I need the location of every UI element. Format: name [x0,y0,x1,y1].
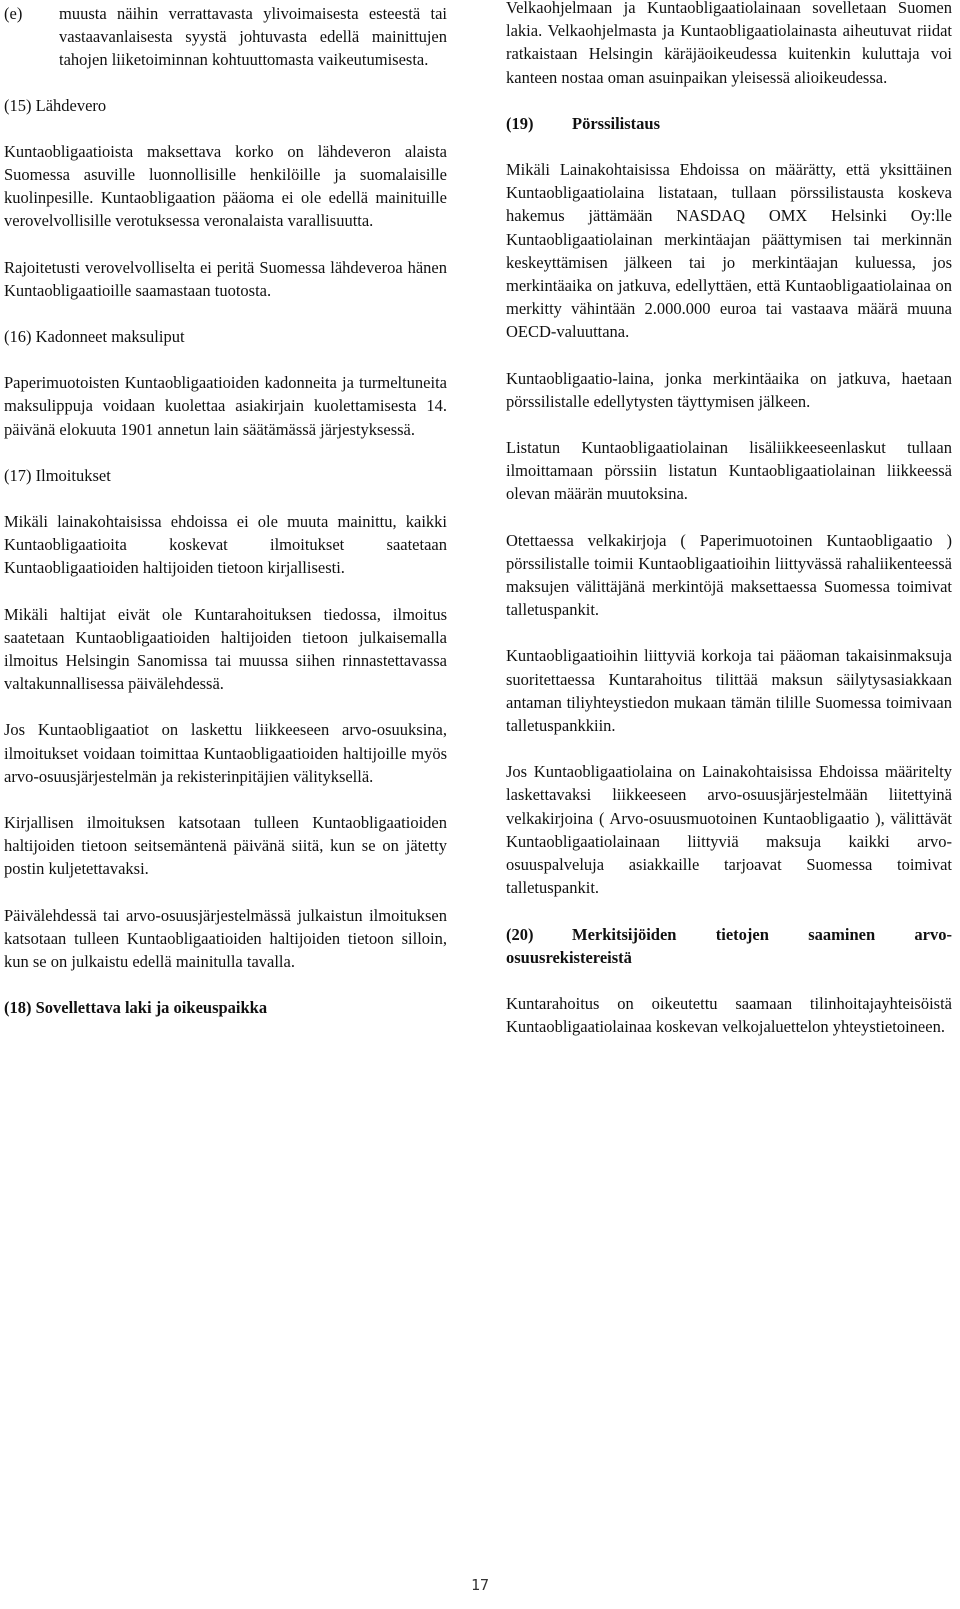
paragraph: Paperimuotoisten Kuntaobligaatioiden kadonneita ja turmeltuneita maksulippuja voidaan kuolettaa asiakirjain kuolettamisesta 14. päivänä elokuuta 1901 annetun lain säätämässä järjestyksessä. [4,373,447,439]
section-number: (20) [506,924,534,944]
section-heading-18: (18) Sovellettava laki ja oikeuspaikka [4,998,268,1018]
paragraph: Velkaohjelmaan ja Kuntaobligaatiolainaan sovelletaan Suomen lakia. Velkaohjelmasta ja Kuntaobligaatiolainasta aiheutuvat riidat ratkaistaan Helsingin käräjäoikeudessa kuitenkin kuluttaja voi kanteen nostaa oman asuinpaikan yleisessä alioikeudessa. [506,0,952,87]
paragraph: Rajoitetusti verovelvolliselta ei peritä Suomessa lähdeveroa hänen Kuntaobligaatioille saamastaan tuotosta. [4,257,447,300]
paragraph: Mikäli haltijat eivät ole Kuntarahoituksen tiedossa, ilmoitus saatetaan Kuntaobligaatioiden haltijoiden tietoon julkaisemalla ilmoitus Helsingin Sanomissa tai muussa siihen rinnastettavassa valtakunnallisessa päivälehdessä. [4,604,447,694]
paragraph: Mikäli Lainakohtaisissa Ehdoissa on määrätty, että yksittäinen Kuntaobligaatiolaina listataan, tullaan pörssilistausta koskeva hakemus jättämään NASDAQ OMX Helsinki Oy:lle Kuntaobligaatiolainan merkintäajan päättymisen tai merkinnän keskeyttämisen jälkeen tai jo merkintäajan kuluessa, jos merkintäaika on jatkuva, edellyttäen, että Kuntaobligaatiolainaa on merkitty vähintään 2.000.000 euroa tai vastaava määrä muuna OECD-valuuttana. [506,160,952,342]
list-item-e [4,2,447,72]
page-number: 17 [470,1576,490,1594]
section-heading-19 [506,112,952,135]
right-column [506,0,952,1038]
section-title: Merkitsijöiden tietojen saaminen arvo-osuusrekistereistä [506,924,952,967]
left-column [4,0,447,1020]
paragraph: Kuntaobligaatioista maksettava korko on lähdeveron alaista Suomessa asuville luonnollisille henkilöille ja suomalaisille kuolinpesille. Kuntaobligaation pääoma ei ole edellä mainituille verovelvollisille verotuksessa veronalaista varallisuutta. [4,141,447,231]
paragraph: Jos Kuntaobligaatiot on laskettu liikkeeseen arvo-osuuksina, ilmoitukset voidaan toimittaa Kuntaobligaatioiden haltijoille myös arvo-osuusjärjestelmän ja rekisterinpitäjien välityksellä. [4,720,447,786]
paragraph: Listatun Kuntaobligaatiolainan lisäliikkeeseenlaskut tullaan ilmoittamaan pörssiin listatun Kuntaobligaatiolainan liikkeessä olevan määrän muutoksina. [506,438,952,504]
section-number: (19) [506,113,534,133]
section-heading-15: (15) Lähdevero [4,95,107,115]
paragraph: Mikäli lainakohtaisissa ehdoissa ei ole muuta mainittu, kaikki Kuntaobligaatioita koskevat ilmoitukset saatetaan Kuntaobligaatioiden haltijoiden tietoon kirjallisesti. [4,512,447,578]
section-title: Pörssilistaus [572,113,661,133]
paragraph: Otettaessa velkakirjoja ( Paperimuotoinen Kuntaobligaatio ) pörssilistalle toimii Kuntaobligaatioihin liittyvässä rahaliikenteessä maksujen välittäjänä merkintöjä maksettaessa Suomessa toimivat talletuspankit. [506,530,952,620]
section-heading-20 [506,923,952,969]
paragraph: Päivälehdessä tai arvo-osuusjärjestelmässä julkaistun ilmoituksen katsotaan tulleen Kuntaobligaatioiden haltijoiden tietoon silloin, kun se on julkaistu edellä mainitulla tavalla. [4,905,447,972]
paragraph: Jos Kuntaobligaatiolaina on Lainakohtaisissa Ehdoissa määritelty laskettavaksi liikkeeseen arvo-osuusjärjestelmään liitettyinä velkakirjoina ( Arvo-osuusmuotoinen Kuntaobligaatio ), välittävät Kuntaobligaatiolainaan liittyviä maksuja kaikki arvo-osuuspalveluja asiakkaille tarjoavat Suomessa toimivat talletuspankit. [506,762,952,898]
paragraph: Kirjallisen ilmoituksen katsotaan tulleen Kuntaobligaatioiden haltijoiden tietoon seitsemäntenä päivänä siitä, kun se on jätetty postin kuljetettavaksi. [4,813,447,879]
paragraph: Kuntaobligaatio-laina, jonka merkintäaika on jatkuva, haetaan pörssilistalle edellytysten täyttymisen jälkeen. [506,368,952,411]
list-item-text: muusta näihin verrattavasta ylivoimaisesta esteestä tai vastaavanlaisesta syystä johtuvasta edellä mainittujen tahojen liiketoiminnan kohtuuttomasta vaikeutumisesta. [59,4,447,70]
list-item-label: (e) [4,4,23,23]
paragraph: Kuntarahoitus on oikeutettu saamaan tilinhoitajayhteisöistä Kuntaobligaatiolainaa koskevan velkojaluettelon yhteystietoineen. [506,993,952,1037]
section-heading-17: (17) Ilmoitukset [4,465,111,485]
paragraph: Kuntaobligaatioihin liittyviä korkoja tai pääoman takaisinmaksuja suoritettaessa Kuntarahoitus tilittää maksun säilytysasiakkaan antaman tiliyhteystiedon mukaan tämän tilille Suomessa toimivaan talletuspankkiin. [506,646,952,736]
section-heading-16: (16) Kadonneet maksuliput [4,327,185,347]
